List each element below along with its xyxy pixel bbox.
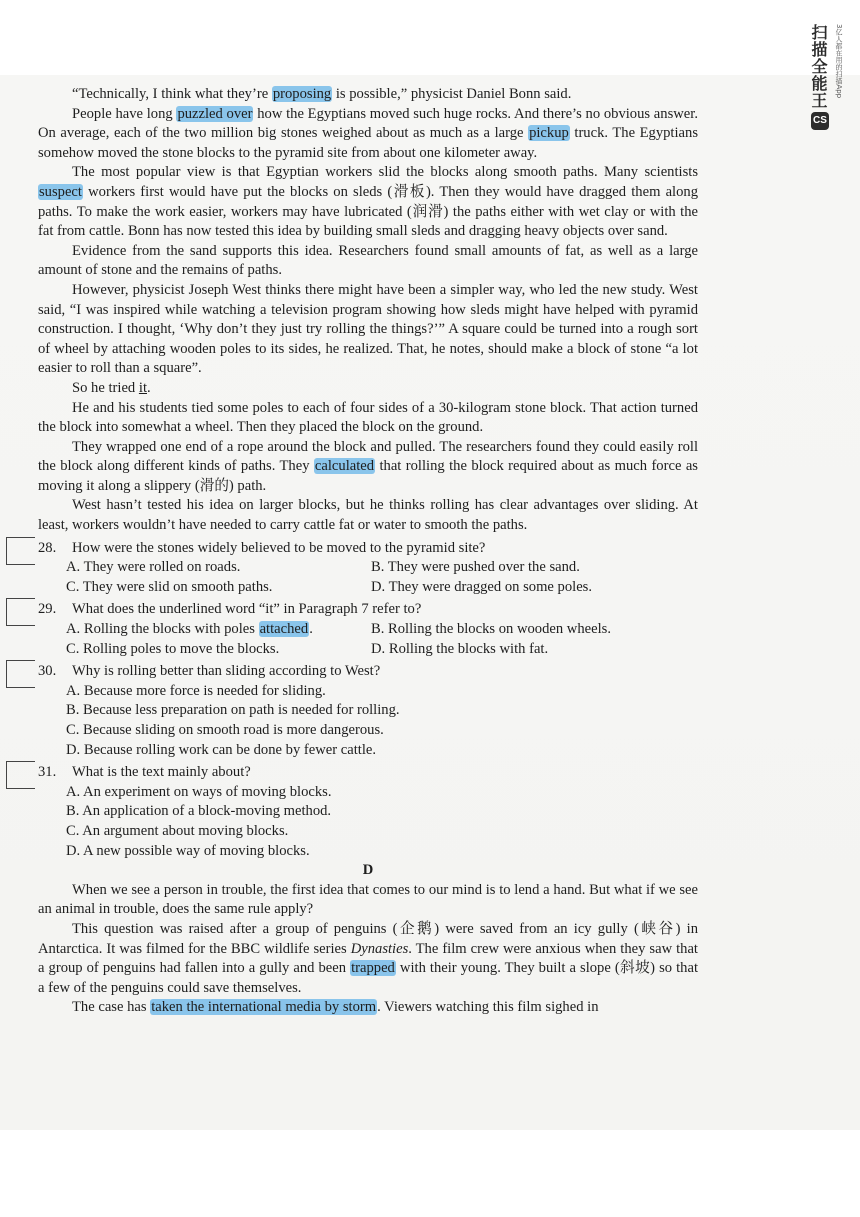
highlight-proposing: proposing [272, 86, 332, 102]
highlight-taken-by-storm: taken the international media by storm [151, 999, 377, 1016]
text: The case has [72, 999, 151, 1016]
paragraph-6 [38, 379, 698, 399]
text: is possible,” physicist Daniel Bonn said. [332, 86, 572, 102]
answer-box[interactable] [6, 598, 35, 626]
text: . Viewers watching this film sighed in [377, 999, 599, 1016]
d-paragraph-3 [38, 998, 698, 1018]
option-d[interactable]: D. A new possible way of moving blocks. [66, 842, 310, 859]
text: People have long [72, 105, 177, 122]
options [66, 620, 698, 659]
question-stem [38, 539, 698, 559]
text: that rolling the block required about as much force as moving it along a slippery (滑的) path. [38, 458, 698, 494]
scanner-watermark [808, 14, 843, 126]
option-b[interactable]: B. They were pushed over the sand. [371, 559, 580, 576]
option-d[interactable]: D. Rolling the blocks with fat. [371, 640, 549, 657]
question-stem [38, 763, 698, 783]
paragraph-3 [38, 163, 698, 241]
paragraph-7: He and his students tied some poles to each of four sides of a 30-kilogram stone block. That action turned the block into somewhat a wheel. Then they placed the block on the ground. [38, 399, 698, 436]
camscanner-logo-icon: CS [811, 112, 829, 130]
option-c[interactable]: C. An argument about moving blocks. [66, 822, 289, 839]
option-b[interactable]: B. Rolling the blocks on wooden wheels. [371, 621, 611, 638]
paragraph-2 [38, 105, 698, 164]
text: . The film crew were anxious when they saw that a group of penguins had fallen into a gully and been [38, 940, 698, 977]
highlight-trapped: trapped [351, 960, 395, 977]
text: The most popular view is that Egyptian workers slid the blocks along smooth paths. Many scientists [72, 164, 698, 181]
text: . [309, 621, 313, 638]
highlight-suspect: suspect [39, 183, 82, 200]
option-d[interactable]: D. They were dragged on some poles. [371, 578, 593, 595]
answer-box[interactable] [6, 761, 35, 789]
option-b[interactable]: B. An application of a block-moving method. [66, 803, 332, 820]
option-c[interactable]: C. Because sliding on smooth road is more dangerous. [66, 722, 384, 738]
d-paragraph-1: When we see a person in trouble, the first idea that comes to our mind is to lend a hand. But what if we see an animal in trouble, does the same rule apply? [38, 881, 698, 918]
text: They wrapped one end of a rope around the block and pulled. The researchers found they could easily roll the block along different kinds of paths. They [38, 438, 698, 475]
question-28 [38, 539, 698, 598]
text: workers first would have put the blocks on sleds (滑板). Then they would have dragged them along paths. To make the work easier, workers may have lubricated (润滑) the paths either with wet clay or with the fat from cattle. Bonn has now tested this idea by building small sleds and dragging heavy objects over sand. [38, 183, 698, 240]
question-number: 28. [38, 539, 57, 556]
text: This question was raised after a group of penguins (企鹅) were saved from an icy gully (峡谷) in Antarctica. It was filmed for the BBC wildlife series [38, 920, 698, 957]
options [66, 558, 698, 597]
question-number: 31. [38, 764, 57, 781]
d-paragraph-2 [38, 920, 698, 998]
paragraph-9: West hasn’t tested his idea on larger blocks, but he thinks rolling has clear advantages over sliding. At least, workers wouldn’t have needed to carry cattle fat or water to smooth the paths. [38, 497, 698, 534]
highlight-attached: attached [259, 621, 309, 638]
option-a[interactable] [66, 620, 371, 640]
text: So he tried [72, 379, 139, 396]
highlight-calculated: calculated [314, 458, 375, 475]
question-text: What is the text mainly about? [72, 764, 251, 781]
question-text: Why is rolling better than sliding according to West? [72, 663, 381, 680]
option-c[interactable]: C. They were slid on smooth paths. [66, 578, 273, 595]
option-b[interactable]: B. Because less preparation on path is needed for rolling. [66, 702, 400, 719]
option-d[interactable]: D. Because rolling work can be done by fewer cattle. [66, 741, 376, 758]
question-text: How were the stones widely believed to be moved to the pyramid site? [72, 539, 486, 556]
underlined-it: it [138, 379, 147, 396]
options [66, 682, 698, 760]
watermark-title: 扫描全能王 [809, 24, 828, 109]
series-title: Dynasties [350, 940, 409, 957]
document-body [38, 85, 698, 1018]
paragraph-5: However, physicist Joseph West thinks there might have been a simpler way, who led the new study. West said, “I was inspired while watching a television program showing how sleds might have helped with pyramid construction. I thought, ‘Why don’t they just try rolling the things?’” A square could be turned into a rough sort of wheel by attaching wooden poles to its sides, he realized. That, he notes, should make a block of stone “a lot easier to roll than a square”. [38, 281, 698, 377]
question-number: 29. [38, 601, 57, 618]
text: “Technically, I think what they’re [72, 86, 272, 102]
paragraph-8 [38, 438, 698, 497]
question-30 [38, 662, 698, 760]
text: with their young. They built a slope (斜坡) so that a few of the penguins could save themselves. [38, 960, 698, 996]
answer-box[interactable] [6, 660, 35, 688]
text: how the Egyptians moved such huge rocks. And there’s no obvious answer. On average, each of the two million big stones weighed about as much as a large [38, 105, 698, 142]
paragraph-1 [38, 85, 698, 105]
option-c[interactable]: C. Rolling poles to move the blocks. [66, 640, 280, 657]
question-text: What does the underlined word “it” in Paragraph 7 refer to? [72, 601, 422, 618]
watermark-subtitle: 3亿人都在用的扫描App [835, 24, 843, 99]
question-number: 30. [38, 663, 57, 680]
text: truck. The Egyptians somehow moved the stone blocks to the pyramid site from about one kilometer away. [38, 125, 698, 161]
highlight-pickup: pickup [529, 125, 569, 142]
option-a[interactable]: A. Because more force is needed for sliding. [66, 682, 326, 699]
question-stem [38, 662, 698, 682]
question-29 [38, 600, 698, 659]
question-31 [38, 763, 698, 861]
option-a[interactable]: A. An experiment on ways of moving blocks. [66, 783, 332, 800]
options [66, 783, 698, 861]
paragraph-4: Evidence from the sand supports this idea. Researchers found small amounts of fat, as well as a large amount of stone and the remains of paths. [38, 242, 698, 279]
answer-box[interactable] [6, 537, 35, 565]
text: A. Rolling the blocks with poles [66, 621, 259, 638]
highlight-puzzled-over: puzzled over [177, 105, 253, 122]
text: . [147, 379, 151, 396]
option-a[interactable]: A. They were rolled on roads. [66, 559, 241, 576]
question-stem [38, 600, 698, 620]
section-heading-d: D [362, 862, 374, 879]
